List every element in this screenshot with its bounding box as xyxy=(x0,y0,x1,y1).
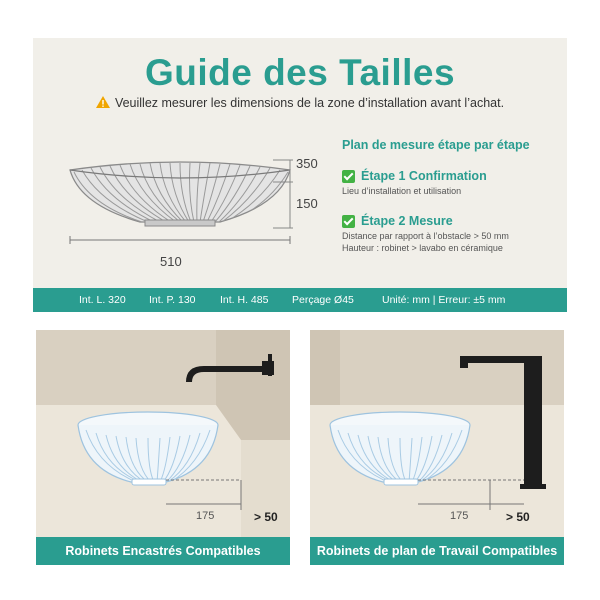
checkmark-icon xyxy=(342,215,355,228)
scene-left-gap: > 50 xyxy=(254,510,278,524)
scene-right-label: Robinets de plan de Travail Compatibles xyxy=(310,537,564,565)
step-2-sub-2: Hauteur : robinet > lavabo en céramique xyxy=(342,243,503,253)
warning-icon xyxy=(96,96,110,108)
checkmark-icon xyxy=(342,170,355,183)
dimension-height: 350 xyxy=(296,156,318,171)
scene-left-distance: 175 xyxy=(196,510,215,522)
step-2-sub-1: Distance par rapport à l’obstacle > 50 mm xyxy=(342,231,509,241)
spec-int-p: Int. P. 130 xyxy=(149,294,196,306)
step-2 xyxy=(342,214,562,254)
height-measure-lines xyxy=(268,158,298,238)
warning-line xyxy=(0,96,600,110)
scene-right-gap: > 50 xyxy=(506,510,530,524)
step-1-sub: Lieu d’installation et utilisation xyxy=(342,186,462,196)
plan-title: Plan de mesure étape par étape xyxy=(342,138,530,152)
scene-right-distance: 175 xyxy=(450,510,469,522)
dimension-depth: 150 xyxy=(296,196,318,211)
measurement-plan xyxy=(342,138,562,254)
dimension-width: 510 xyxy=(160,254,182,269)
spec-unite: Unité: mm | Erreur: ±5 mm xyxy=(382,294,506,306)
spec-int-l: Int. L. 320 xyxy=(79,294,126,306)
basin-illustration xyxy=(60,150,300,245)
wall-faucet-scene xyxy=(36,330,290,565)
step-1 xyxy=(342,169,562,197)
spec-bar xyxy=(33,288,567,312)
step-1-label: Étape 1 Confirmation xyxy=(361,169,487,183)
scene-countertop xyxy=(310,330,564,565)
spec-percage: Perçage Ø45 xyxy=(292,294,354,306)
countertop-faucet-scene xyxy=(310,330,564,565)
spec-int-h: Int. H. 485 xyxy=(220,294,269,306)
scene-wall-mounted xyxy=(36,330,290,565)
scene-left-label: Robinets Encastrés Compatibles xyxy=(36,537,290,565)
warning-text: Veuillez mesurer les dimensions de la zone d’installation avant l’achat. xyxy=(114,96,505,110)
step-2-label: Étape 2 Mesure xyxy=(361,214,453,228)
page-title: Guide des Tailles xyxy=(144,52,456,93)
